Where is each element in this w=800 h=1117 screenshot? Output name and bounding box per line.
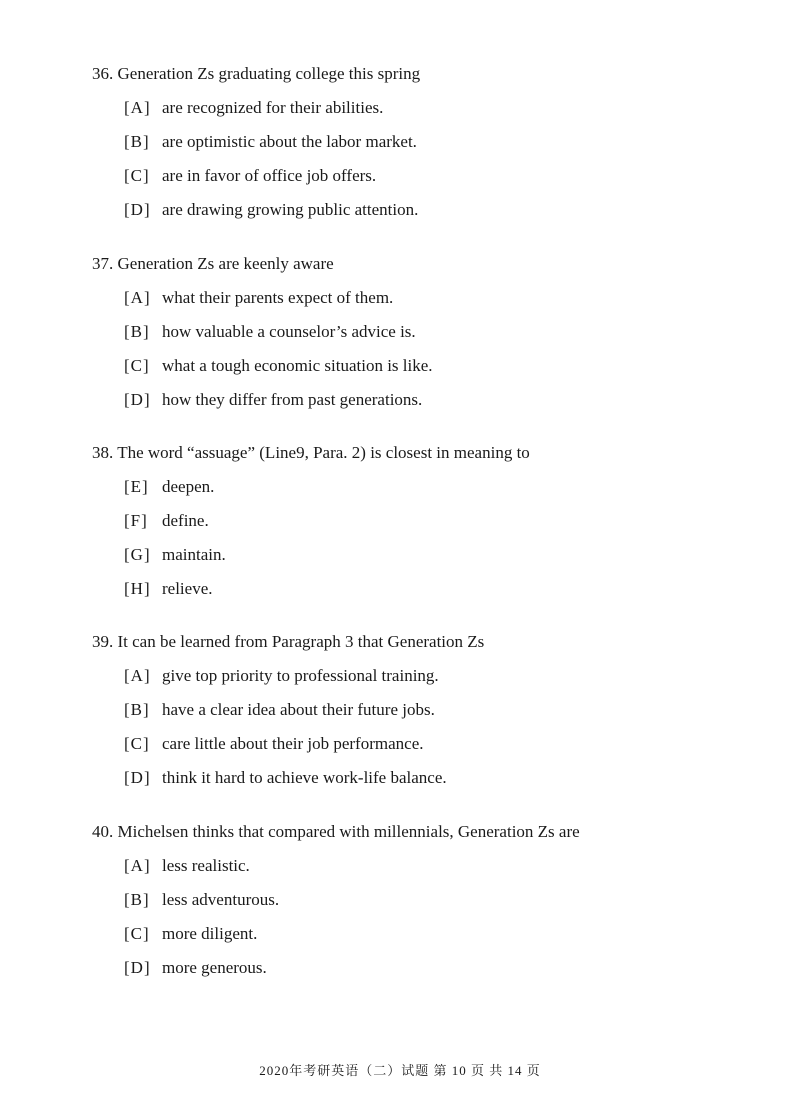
option-text: less realistic. xyxy=(162,856,250,875)
option-list xyxy=(92,477,772,599)
option-letter: [C] xyxy=(124,166,150,185)
option-letter: [G] xyxy=(124,545,151,564)
option-h xyxy=(124,579,772,599)
option-text: what their parents expect of them. xyxy=(162,288,394,307)
question-stem: 36. Generation Zs graduating college this spring xyxy=(92,64,421,83)
option-list xyxy=(92,666,772,788)
question-stem: 40. Michelsen thinks that compared with millennials, Generation Zs are xyxy=(92,822,580,841)
option-b xyxy=(124,322,772,342)
option-text: more generous. xyxy=(162,958,267,977)
option-letter: [D] xyxy=(124,390,151,409)
option-text: how valuable a counselor’s advice is. xyxy=(162,322,416,341)
option-letter: [B] xyxy=(124,322,150,341)
option-letter: [E] xyxy=(124,477,149,496)
option-c xyxy=(124,734,772,754)
option-d xyxy=(124,390,772,410)
option-b xyxy=(124,890,772,910)
option-list xyxy=(92,288,772,410)
option-a xyxy=(124,98,772,118)
option-c xyxy=(124,166,772,186)
option-text: are optimistic about the labor market. xyxy=(162,132,417,151)
question-38 xyxy=(92,443,772,599)
question-stem: 39. It can be learned from Paragraph 3 that Generation Zs xyxy=(92,632,485,651)
option-text: deepen. xyxy=(162,477,215,496)
question-stem: 37. Generation Zs are keenly aware xyxy=(92,254,334,273)
option-a xyxy=(124,288,772,308)
option-text: think it hard to achieve work-life balance. xyxy=(162,768,447,787)
option-text: are drawing growing public attention. xyxy=(162,200,419,219)
option-text: maintain. xyxy=(162,545,226,564)
option-c xyxy=(124,924,772,944)
option-g xyxy=(124,545,772,565)
question-40 xyxy=(92,822,772,978)
option-letter: [H] xyxy=(124,579,151,598)
option-letter: [B] xyxy=(124,890,150,909)
option-text: more diligent. xyxy=(162,924,258,943)
option-e xyxy=(124,477,772,497)
option-text: have a clear idea about their future jobs. xyxy=(162,700,435,719)
option-letter: [D] xyxy=(124,768,151,787)
question-39 xyxy=(92,632,772,788)
option-b xyxy=(124,132,772,152)
option-a xyxy=(124,666,772,686)
page-footer: 2020年考研英语（二）试题 第 10 页 共 14 页 xyxy=(259,1063,541,1078)
option-letter: [A] xyxy=(124,666,151,685)
option-letter: [A] xyxy=(124,856,151,875)
question-37 xyxy=(92,254,772,410)
option-a xyxy=(124,856,772,876)
option-text: less adventurous. xyxy=(162,890,280,909)
option-list xyxy=(92,856,772,978)
option-text: define. xyxy=(162,511,209,530)
option-text: what a tough economic situation is like. xyxy=(162,356,433,375)
option-letter: [D] xyxy=(124,200,151,219)
option-letter: [D] xyxy=(124,958,151,977)
option-d xyxy=(124,768,772,788)
option-text: how they differ from past generations. xyxy=(162,390,423,409)
option-d xyxy=(124,958,772,978)
option-text: give top priority to professional training. xyxy=(162,666,439,685)
option-c xyxy=(124,356,772,376)
option-f xyxy=(124,511,772,531)
question-36 xyxy=(92,64,772,220)
option-letter: [A] xyxy=(124,98,151,117)
option-b xyxy=(124,700,772,720)
question-stem: 38. The word “assuage” (Line9, Para. 2) is closest in meaning to xyxy=(92,443,530,462)
option-text: are recognized for their abilities. xyxy=(162,98,384,117)
option-letter: [B] xyxy=(124,700,150,719)
option-d xyxy=(124,200,772,220)
option-text: care little about their job performance. xyxy=(162,734,424,753)
option-letter: [F] xyxy=(124,511,148,530)
option-letter: [B] xyxy=(124,132,150,151)
option-letter: [A] xyxy=(124,288,151,307)
option-letter: [C] xyxy=(124,356,150,375)
option-letter: [C] xyxy=(124,734,150,753)
option-list xyxy=(92,98,772,220)
option-text: relieve. xyxy=(162,579,213,598)
option-text: are in favor of office job offers. xyxy=(162,166,377,185)
option-letter: [C] xyxy=(124,924,150,943)
